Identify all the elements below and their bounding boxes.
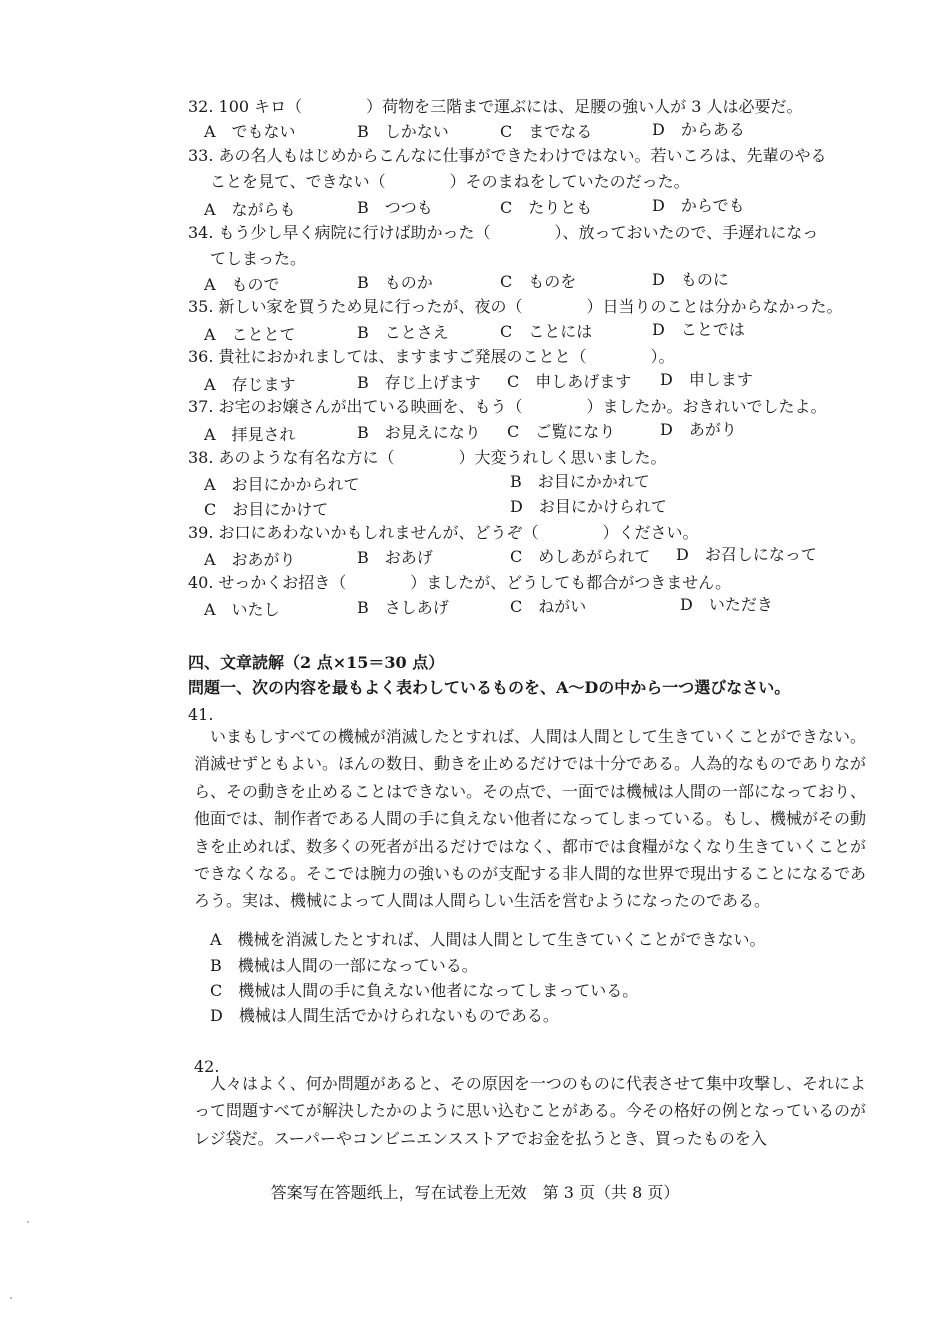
q39-option-d: D お召しになって <box>676 545 817 564</box>
q33-option-b: B つつも <box>357 198 433 217</box>
q39-option-a: A おあがり <box>204 550 296 569</box>
q34-option-d: D ものに <box>652 270 729 289</box>
scan-speck <box>10 1297 12 1299</box>
q40-option-a: A いたし <box>204 600 280 619</box>
q41-passage: いまもしすべての機械が消滅したとすれば、人間は人間として生きていくことができない。消滅せずともよい。ほんの数日、動きを止めるだけでは十分である。人為的なものでありながら、その動きを止めることはできない。その点で、一面では機械は人間の一部になっており、他面では、制作者である人間の手に負えない他者になってしまっている。もし、機械がその動きを止めれば、数多くの死者が出るだけではなく、都市では食糧がなくなり生きていくことができなくなる。そこでは腕力の強いものが支配する非人間的な世界で現出することになるであろう。実は、機械によって人間は人間らしい生活を営むようになったのである。 <box>194 727 867 911</box>
q34-option-c: C ものを <box>500 272 577 291</box>
q35-option-b: B ことさえ <box>357 323 449 342</box>
q36-option-b: B 存じ上げます <box>357 373 481 392</box>
q37-option-c: C ご覧になり <box>507 422 616 441</box>
q41-option-c: C 機械は人間の手に負えない他者になってしまっている。 <box>210 981 639 1000</box>
q36-stem: 36. 貴社におかれましては、ますますご発展のことと（ ）。 <box>188 347 675 366</box>
q38-option-c: C お目にかけて <box>204 500 329 519</box>
q33-option-c: C たりとも <box>500 198 593 217</box>
q38-option-a: A お目にかかられて <box>204 475 360 494</box>
q32-option-b: B しかない <box>357 122 449 141</box>
q34-stem-line2: てしまった。 <box>210 249 307 268</box>
page-footer: 答案写在答题纸上，写在试卷上无效 第 3 页（共 8 页） <box>270 1183 680 1202</box>
q32-option-c: C までなる <box>500 122 593 141</box>
q41-option-a: A 機械を消滅したとすれば、人間は人間として生きていくことができない。 <box>210 930 766 949</box>
q35-option-a: A こととて <box>204 325 296 344</box>
q34-option-b: B ものか <box>357 273 433 292</box>
q37-stem: 37. お宅のお嬢さんが出ている映画を、もう（ ）ましたか。おきれいでしたよ。 <box>188 397 827 416</box>
q32-stem: 32. 100 キロ（ ）荷物を三階まで運ぶには、足腰の強い人が 3 人は必要だ。 <box>188 97 803 116</box>
section-4-title: 四、文章読解（2 点×15＝30 点） <box>188 653 445 672</box>
q41-option-d: D 機械は人間生活でかけられないものである。 <box>210 1006 559 1025</box>
q39-option-c: C めしあがられて <box>510 547 651 566</box>
section-4-instruction: 問題一、次の内容を最もよく表わしているものを、A～Dの中から一つ選びなさい。 <box>188 678 791 697</box>
q35-option-d: D ことでは <box>652 320 745 339</box>
q42-passage: 人々はよく、何か問題があると、その原因を一つのものに代表させて集中攻撃し、それによって問題すべてが解決したかのように思い込むことがある。今その格好の例となっているのがレジ袋だ。スーパーやコンビニエンスストアでお金を払うとき、買ったものを入 <box>194 1074 866 1148</box>
q32-option-d: D からある <box>652 120 745 139</box>
q34-stem-line1: 34. もう少し早く病院に行けば助かった（ ）、放っておいたので、手遅れになっ <box>188 223 819 242</box>
q37-option-d: D あがり <box>660 420 737 439</box>
q42-number: 42. <box>194 1057 220 1076</box>
q41-number: 41. <box>188 705 214 724</box>
q40-option-c: C ねがい <box>510 597 587 616</box>
q38-option-b: B お目にかかれて <box>510 472 650 491</box>
q40-stem: 40. せっかくお招き（ ）ましたが、どうしても都合がつきません。 <box>188 573 732 592</box>
q37-option-b: B お見えになり <box>357 423 481 442</box>
q34-option-a: A もので <box>204 275 280 294</box>
q36-option-c: C 申しあげます <box>507 372 632 391</box>
scan-speck <box>27 1221 29 1223</box>
q35-option-c: C ことには <box>500 322 593 341</box>
q33-option-a: A ながらも <box>204 200 296 219</box>
q37-option-a: A 拝見され <box>204 425 296 444</box>
q39-option-b: B おあげ <box>357 548 433 567</box>
q33-option-d: D からでも <box>652 196 745 215</box>
q38-option-d: D お目にかけられて <box>510 497 667 516</box>
q41-option-b: B 機械は人間の一部になっている。 <box>210 956 478 975</box>
q33-stem-line2: ことを見て、できない（ ）そのまねをしていたのだった。 <box>210 172 690 191</box>
q33-stem-line1: 33. あの名人もはじめからこんなに仕事ができたわけではない。若いころは、先輩のやる <box>188 146 827 165</box>
q40-option-b: B さしあげ <box>357 598 449 617</box>
q39-stem: 39. お口にあわないかもしれませんが、どうぞ（ ）ください。 <box>188 523 699 542</box>
q32-option-a: A でもない <box>204 122 296 141</box>
q36-option-d: D 申します <box>660 370 753 389</box>
q36-option-a: A 存じます <box>204 375 296 394</box>
q38-stem: 38. あのような有名な方に（ ）大変うれしく思いました。 <box>188 448 667 467</box>
q40-option-d: D いただき <box>680 595 773 614</box>
q35-stem: 35. 新しい家を買うため見に行ったが、夜の（ ）日当りのことは分からなかった。 <box>188 297 843 316</box>
